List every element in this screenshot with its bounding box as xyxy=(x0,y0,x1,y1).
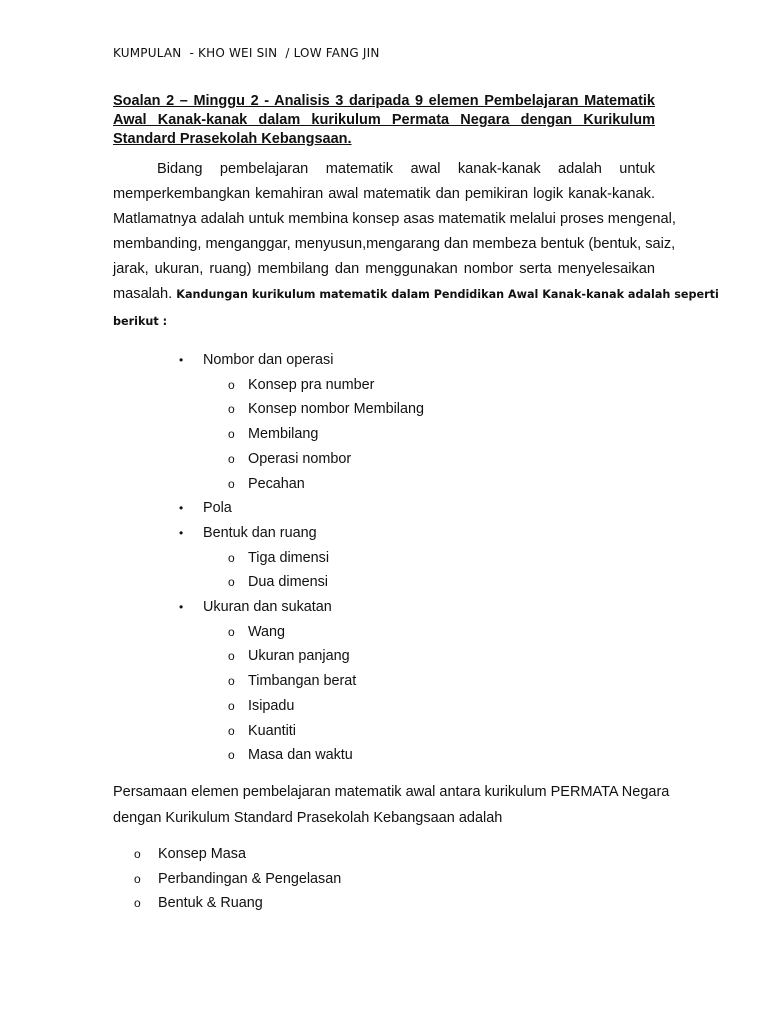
intro-last-line: masalah. xyxy=(113,286,173,302)
subtopic-label: Isipadu xyxy=(248,697,295,714)
subtopic-label: Wang xyxy=(248,623,286,640)
subtopic-label: Tiga dimensi xyxy=(248,549,330,566)
intro-line: memperkembangkan kemahiran awal matematik dan pemikiran logik kanak-kanak. xyxy=(113,186,655,202)
bullet-icon: • xyxy=(179,353,184,367)
topic-item xyxy=(178,521,424,595)
subtopic-label: Pecahan xyxy=(248,475,305,492)
circle-bullet-icon: o xyxy=(228,698,235,713)
circle-bullet-icon: o xyxy=(228,377,235,392)
subtopics-list xyxy=(203,620,424,768)
subtopic-label: Konsep pra number xyxy=(248,376,375,393)
topic-item xyxy=(178,595,424,768)
subtopic-item xyxy=(203,397,424,422)
circle-bullet-icon: o xyxy=(134,896,141,911)
subtopic-item xyxy=(203,472,424,497)
similarities-list xyxy=(134,842,341,916)
subtopic-item xyxy=(203,669,424,694)
circle-bullet-icon: o xyxy=(228,476,235,491)
subtopic-label: Masa dan waktu xyxy=(248,747,353,764)
circle-bullet-icon: o xyxy=(134,847,141,861)
subtopic-label: Konsep nombor Membilang xyxy=(248,401,424,418)
subtopic-item xyxy=(203,644,424,669)
intro-tail: berikut : xyxy=(113,315,168,328)
intro-line: Bidang pembelajaran matematik awal kanak-kanak adalah untuk xyxy=(157,161,655,177)
similarity-label: Bentuk & Ruang xyxy=(158,895,263,912)
similarity-paragraph xyxy=(113,779,673,831)
topic-label: Ukuran dan sukatan xyxy=(203,599,332,616)
bullet-icon: • xyxy=(179,501,184,516)
intro-line: Matlamatnya adalah untuk membina konsep asas matematik melalui proses mengenal, xyxy=(113,211,676,227)
topic-label: Nombor dan operasi xyxy=(203,352,334,368)
intro-paragraph xyxy=(113,157,719,334)
subtopic-item xyxy=(203,546,424,571)
similarity-line: Persamaan elemen pembelajaran matematik awal antara kurikulum PERMATA Negara xyxy=(113,784,670,800)
subtopic-item xyxy=(203,743,424,768)
topics-list xyxy=(178,348,424,768)
topic-label: Pola xyxy=(203,500,232,517)
similarity-label: Konsep Masa xyxy=(158,846,246,862)
bullet-icon: • xyxy=(179,525,184,540)
intro-line: jarak, ukuran, ruang) membilang dan menggunakan nombor serta menyelesaikan xyxy=(113,261,655,277)
similarity-item xyxy=(134,842,341,867)
intro-line: membanding, menganggar, menyusun,mengarang dan membeza bentuk (bentuk, saiz, xyxy=(113,236,676,252)
similarity-item xyxy=(134,867,341,892)
subtopic-item xyxy=(203,719,424,744)
subtopics-list xyxy=(203,546,424,595)
circle-bullet-icon: o xyxy=(228,674,235,689)
subtopic-item xyxy=(203,373,424,398)
group-members-header: KUMPULAN - KHO WEI SIN / LOW FANG JIN xyxy=(113,46,380,60)
similarity-label: Perbandingan & Pengelasan xyxy=(158,870,342,887)
subtopic-item xyxy=(203,570,424,595)
circle-bullet-icon: o xyxy=(228,451,235,466)
subtopic-label: Kuantiti xyxy=(248,722,296,739)
subtopic-item xyxy=(203,422,424,447)
subtopic-item xyxy=(203,447,424,472)
circle-bullet-icon: o xyxy=(228,575,235,590)
subtopic-item xyxy=(203,620,424,645)
circle-bullet-icon: o xyxy=(134,871,141,886)
subtopics-list xyxy=(203,373,424,497)
subtopic-label: Operasi nombor xyxy=(248,450,352,467)
intro-small-text: Kandungan kurikulum matematik dalam Pendidikan Awal Kanak-kanak adalah seperti xyxy=(176,288,719,301)
circle-bullet-icon: o xyxy=(228,427,235,442)
circle-bullet-icon: o xyxy=(228,649,235,664)
subtopic-label: Timbangan berat xyxy=(248,673,357,690)
bullet-icon: • xyxy=(179,600,184,615)
similarity-line: dengan Kurikulum Standard Prasekolah Kebangsaan adalah xyxy=(113,810,503,826)
circle-bullet-icon: o xyxy=(228,748,235,763)
intro-line-mixed xyxy=(113,282,719,307)
subtopic-item xyxy=(203,694,424,719)
question-title: Soalan 2 – Minggu 2 - Analisis 3 daripada 9 elemen Pembelajaran Matematik Awal Kanak-kanak dalam kurikulum Permata Negara dengan Kurikulum Standard Prasekolah Kebangsaan. xyxy=(113,93,655,147)
topic-item xyxy=(178,496,424,521)
topic-label: Bentuk dan ruang xyxy=(203,524,317,541)
subtopic-label: Dua dimensi xyxy=(248,574,328,591)
subtopic-label: Ukuran panjang xyxy=(248,648,350,665)
circle-bullet-icon: o xyxy=(228,723,235,738)
circle-bullet-icon: o xyxy=(228,402,235,417)
circle-bullet-icon: o xyxy=(228,550,235,565)
circle-bullet-icon: o xyxy=(228,624,235,639)
topic-item xyxy=(178,348,424,496)
similarity-item xyxy=(134,891,341,916)
subtopic-label: Membilang xyxy=(248,426,319,443)
